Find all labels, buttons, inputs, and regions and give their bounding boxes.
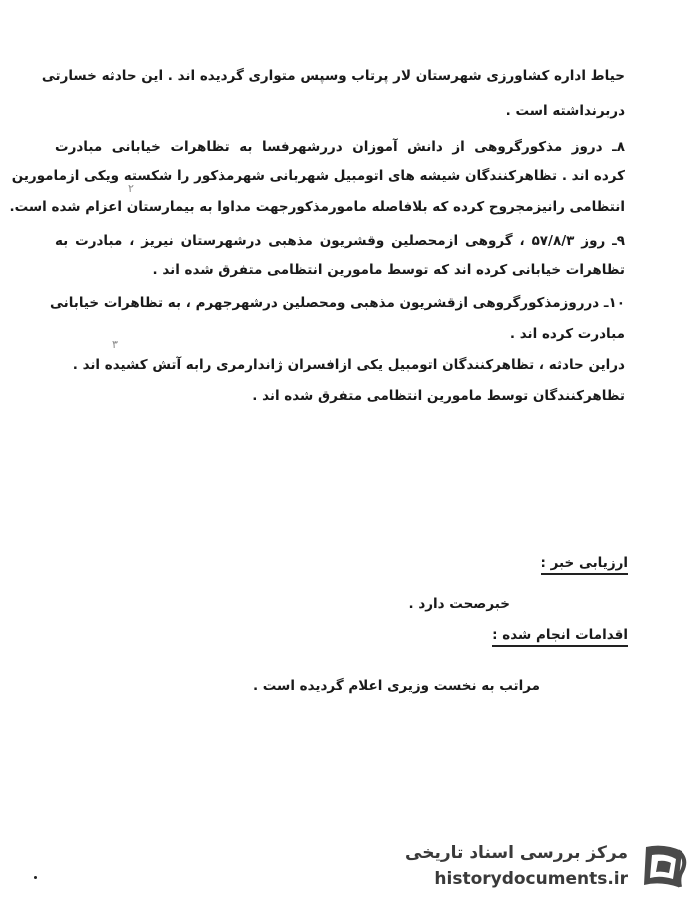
document-line-9: مبادرت کرده اند . [509,326,625,342]
evaluation-heading-text: ارزیابی خبر : [541,555,628,575]
watermark-title: مرکز بررسی اسناد تاریخی [405,843,628,863]
margin-mark: ۳ [112,338,118,351]
document-roll-logo-icon [638,841,690,893]
scan-speck [34,876,37,879]
margin-mark: ۲ [128,182,134,195]
document-line-5: انتظامی رانیزمجروح کرده که بلافاصله مامورمذکورجهت مداوا به بیمارستان اعزام شده است. [9,199,625,215]
document-line-4: کرده اند . تظاهرکنندگان شیشه های اتومبیل شهربانی شهرمذکور را شکسته ویکی ازمامورین [11,168,625,184]
document-line-7: تظاهرات خیابانی کرده اند که توسط مامورین انتظامی متفرق شده اند . [152,262,625,278]
document-line-2: دربرنداشته است . [505,103,625,119]
document-line-1: حیاط اداره کشاورزی شهرستان لار پرتاب وسپس متواری گردیده اند . این حادثه خسارتی [41,68,625,84]
document-line-6: ۹ـ روز ۵۷/۸/۳ ، گروهی ازمحصلین وقشریون مذهبی درشهرستان نیریز ، مبادرت به [55,233,625,249]
document-line-11: تظاهرکنندگان توسط مامورین انتظامی متفرق شده اند . [252,388,625,404]
actions-heading-text: اقدامات انجام شده : [492,627,628,647]
document-line-8: ۱۰ـ درروزمذکورگروهی ازقشریون مذهبی ومحصلین درشهرجهرم ، به تظاهرات خیابانی [49,295,625,311]
actions-text: مراتب به نخست وزیری اعلام گردیده است . [252,678,540,694]
evaluation-heading [541,555,628,571]
watermark [405,839,690,897]
document-line-3: ۸ـ دروز مذکورگروهی از دانش آموزان دررشهرفسا به تظاهرات خیابانی مبادرت [55,139,625,155]
evaluation-text: خبرصحت دارد . [408,596,510,612]
watermark-url[interactable]: historydocuments.ir [434,869,628,889]
document-line-10: دراین حادثه ، تظاهرکنندگان اتومبیل یکی ازافسران ژاندارمری رابه آتش کشیده اند . [72,357,625,373]
actions-heading [492,627,628,643]
